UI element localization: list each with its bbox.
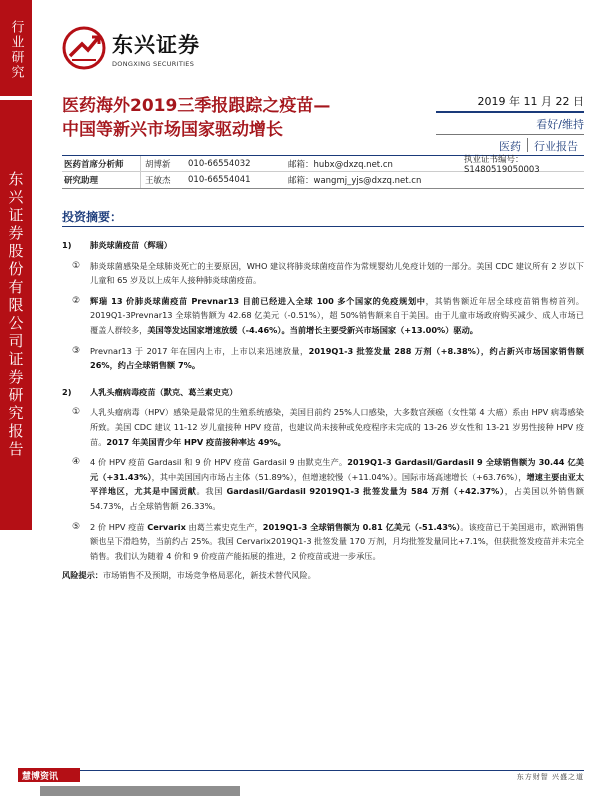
footer-slogan: 东方财智 兴盛之道 — [516, 773, 584, 781]
item-text-segment: ，其中美国国内市场占主体（51.89%），但增速较慢（+11.04%）。国际市场高速增长（+63.76%）， — [151, 471, 527, 482]
report-title — [62, 94, 422, 142]
logo-emblem-icon — [62, 26, 106, 70]
sidebar-category-label: 行业研究 — [0, 0, 32, 100]
stamp-text: 慧博资讯 — [22, 772, 59, 782]
author-role: 研究助理 — [64, 176, 99, 186]
summary-heading: 投资摘要： — [62, 210, 123, 224]
item-text-emphasis: 美国等发达国家增速放缓（-4.46%）。当前增长主要受新兴市场国家（+13.00%）驱动。 — [147, 324, 478, 335]
section-title: 肺炎球菌疫苗（辉瑞） — [90, 240, 172, 250]
summary-item — [62, 405, 584, 449]
author-table — [62, 155, 584, 189]
sidebar-company-label: 东兴证券股份有限公司证券研究报告 — [0, 100, 32, 530]
item-text — [90, 294, 584, 338]
section-number: 1) — [62, 240, 72, 250]
item-text-segment: ，其销售额近年居全球疫苗销售榜首列。2019Q1-3Prevnar13 全球销售额为 42.68 亿美元（-0.51%），超 50%销售额来自于美国。由于儿童市场政府购买减少、成人市场已覆盖人群较多， — [90, 295, 584, 335]
summary-item — [62, 259, 584, 288]
item-text — [90, 405, 584, 449]
title-line-1: 医药海外2019三季报跟踪之疫苗— — [62, 96, 331, 116]
item-text-emphasis: 2019Q1-3 全球销售额为 0.81 亿美元（-51.43%） — [262, 521, 461, 532]
item-text-emphasis: 2017 年美国青少年 HPV 疫苗接种率达 49%。 — [106, 436, 286, 447]
author-name: 王敏杰 — [140, 172, 184, 188]
author-name: 胡博新 — [140, 156, 184, 171]
summary-item — [62, 455, 584, 513]
item-marker: ① — [72, 260, 81, 271]
item-text-emphasis: 辉瑞 13 价肺炎球菌疫苗 Prevnar13 目前已经进入全球 100 多个国家的免疫规划中 — [90, 295, 426, 306]
item-marker: ③ — [72, 345, 81, 356]
risk-label: 风险提示： — [62, 570, 103, 580]
summary-item — [62, 520, 584, 564]
risk-text: 市场销售不及预期，市场竞争格局恶化，新技术替代风险。 — [102, 570, 316, 580]
item-marker: ⑤ — [72, 521, 81, 532]
item-text-segment: 肺炎球菌感染是全球肺炎死亡的主要原因，WHO 建议将肺炎球菌疫苗作为常规婴幼儿免疫计划的一部分。美国 CDC 建议所有 2 岁以下儿童和 65 岁及以上成年人接种肺炎球菌疫苗。 — [90, 260, 584, 286]
item-text-segment: 由葛兰素史克生产， — [185, 521, 263, 532]
item-text-emphasis: 2019Q1-3 Gardasil/Gardasil 9 全球销售额为 30.44 亿美元（+31.43%） — [90, 457, 584, 482]
summary-item — [62, 294, 584, 338]
summary-item — [62, 344, 584, 373]
item-text-segment: 4 价 HPV 疫苗 Gardasil 和 9 价 HPV 疫苗 Gardasil 9 由默克生产。 — [90, 457, 348, 468]
item-text-segment: 人乳头瘤病毒（HPV）感染是最常见的生殖系统感染，美国目前约 25%人口感染，大多数宫颈癌（女性第 4 大癌）系由 HPV 病毒感染所致。美国 CDC 建议 11-12 岁儿童接种 HPV 疫苗，也建议尚未接种或免疫程序未完成的 13-26 岁女性和 13-21 岁男性接种 HPV 疫苗。 — [90, 407, 584, 447]
item-text — [90, 455, 584, 513]
item-text-segment: 2 价 HPV 疫苗 — [90, 521, 148, 532]
item-marker: ① — [72, 407, 81, 418]
section-number: 2) — [62, 386, 72, 397]
item-text — [90, 344, 584, 373]
summary-divider — [62, 226, 584, 227]
watermark-stamp — [10, 764, 230, 800]
section-title: 人乳头瘤病毒疫苗（默克、葛兰素史克） — [90, 386, 238, 397]
item-text — [90, 259, 584, 288]
author-cert: 执业证书编号：S1480519050003 — [464, 154, 540, 175]
item-marker: ④ — [72, 457, 81, 468]
author-email: 邮箱：hubx@dxzq.net.cn — [288, 159, 393, 170]
author-row — [62, 154, 584, 175]
sector-tag: 医药 — [499, 140, 521, 153]
stamp-blur — [40, 786, 240, 796]
report-meta — [436, 93, 584, 154]
item-text — [90, 520, 584, 564]
item-marker: ② — [72, 295, 81, 306]
section-heading — [62, 385, 584, 400]
risk-notice — [62, 570, 316, 581]
item-text-emphasis: 2019Q1-3 批签发量 288 万剂（+8.38%），约占新兴市场国家销售额 26%，约占全球销售额 7%。 — [90, 345, 584, 371]
rating: 看好/维持 — [436, 113, 584, 135]
author-email: 邮箱：wangmj_yjs@dxzq.net.cn — [288, 176, 422, 186]
author-phone: 010-66554032 — [188, 158, 251, 169]
summary-body — [62, 234, 584, 563]
item-text-emphasis: 增速主要由亚太平洋地区，尤其是中国贡献 — [90, 471, 584, 497]
item-text-emphasis: Gardasil/Gardasil 92019Q1-3 批签发量为 584 万剂（+42.37%） — [226, 486, 505, 497]
logo-english-name: DONGXING SECURITIES — [112, 59, 195, 68]
page-footer — [0, 762, 600, 800]
report-date: 2019 年 11 月 22 日 — [436, 93, 584, 113]
author-role: 医药首席分析师 — [64, 159, 124, 170]
company-logo — [62, 26, 200, 70]
author-phone: 010-66554041 — [188, 175, 251, 185]
item-text-emphasis: Cervarix — [147, 521, 186, 532]
item-text-segment: Prevnar13 于 2017 年在国内上市，上市以来迅速放量， — [90, 345, 309, 356]
section-heading — [62, 238, 584, 253]
sidebar — [0, 0, 32, 800]
meta-tags — [436, 135, 584, 154]
title-line-2: 中国等新兴市场国家驱动增长 — [62, 120, 283, 140]
item-text-segment: ，占美国以外销售额 54.73%，占全球销售额 26.33%。 — [90, 486, 584, 511]
item-text-segment: 。我国 — [196, 486, 227, 497]
logo-chinese-name: 东兴证券 — [112, 32, 200, 57]
report-type-tag: 行业报告 — [534, 140, 578, 153]
item-text-segment: 。该疫苗已于美国退市，欧洲销售额也呈下滑趋势，当前约占 25%。我国 Cervarix2019Q1-3 批签发量 170 万剂，月均批签发量同比+7.1%，但获批签发疫苗并未完全销售。我们认为随着 4 价和 9 价疫苗产能拓展的推进，2 价疫苗或进一步承压。 — [90, 521, 584, 561]
